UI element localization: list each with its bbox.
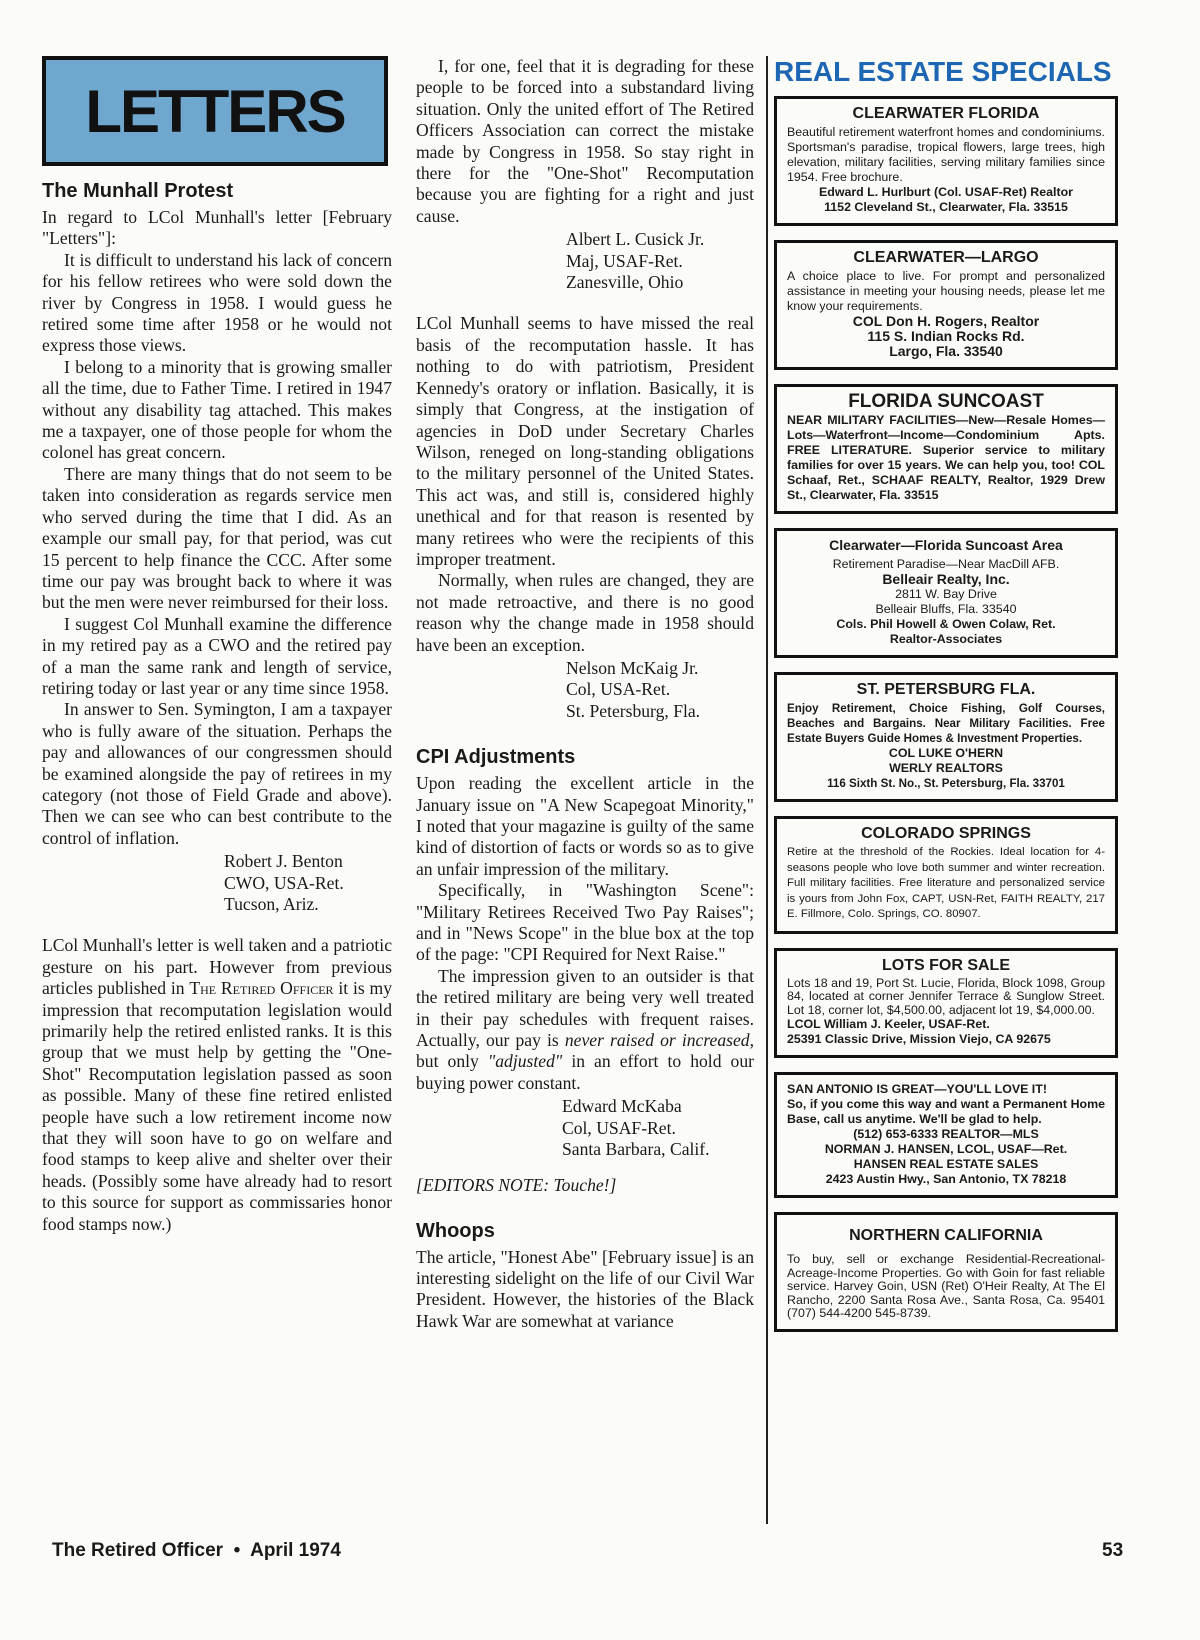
- paragraph: I belong to a minority that is growing smaller all the time, due to Father Time. I retired in 1947 without any disability tag attached. This makes me a taxpayer, one of those people for whom the colonel has great concern.: [42, 356, 392, 463]
- paragraph: LCol Munhall seems to have missed the real basis of the recomputation hassle. It has nothing to do with patriotism, President Kennedy's oratory or inflation. Basically, it is simply that Congress, at the instigation of agencies in DoD under Secretary Charles Wilson, reneged on long-standing obligations to the military personnel of the United States. This act was, and still is, considered highly unethical and for that reason is resented by many retirees who were the recipients of this improper treatment.: [416, 313, 754, 569]
- paragraph: There are many things that do not seem to be taken into consideration as regards service men who served during the time that I did. As an example our small pay, for that period, was cut 15 percent to help finance the CCC. After some time our pay was brought back to where it was but the men were never reimbursed for their loss.: [42, 463, 392, 613]
- paragraph: I, for one, feel that it is degrading for these people to be forced into a substandard living situation. Only the united effort of The Retired Officers Association can correct the mistake made by Congress in 1958. So stay right in there for the "One-Shot" Recomputation because you are fighting for a right and just cause.: [416, 56, 754, 226]
- paragraph: Normally, when rules are changed, they are not made retroactive, and there is no good reason why the change made in 1958 should have been an exception.: [416, 570, 754, 655]
- ad-clearwater-largo: CLEARWATER—LARGO A choice place to live. For prompt and personalized assistance in meeting your housing needs, please let me know your requirements. COL Don H. Rogers, Realtor 115 S. Indian Rocks Rd. Largo, Fla. 33540: [774, 240, 1118, 370]
- paragraph: The article, "Honest Abe" [February issue] is an interesting sidelight on the life of our Civil War President. However, the histories of the Black Hawk War are somewhat at variance: [416, 1246, 754, 1331]
- ad-florida-suncoast: FLORIDA SUNCOAST NEAR MILITARY FACILITIES—New—Resale Homes—Lots—Waterfront—Income—Condominium Apts. FREE LITERATURE. Superior service to military families for over 15 years. We can help you, too! COL Schaaf, Ret., SCHAAF REALTY, Realtor, 1929 Drew St., Clearwater, Fla. 33515: [774, 384, 1118, 514]
- section-heading-munhall: The Munhall Protest: [42, 180, 234, 202]
- real-estate-title: REAL ESTATE SPECIALS: [774, 56, 1112, 87]
- column-left: [42, 56, 392, 1235]
- page-number: 53: [1102, 1540, 1124, 1561]
- paragraph: I suggest Col Munhall examine the difference in my retired pay as a CWO and the retired pay of a man the same rank and length of service, retiring today or last year or any time since 1958.: [42, 613, 392, 698]
- paragraph: It is difficult to understand his lack of concern for his fellow retirees who were sold down the river by Congress in 1958. I would guess he retired some time after 1958 or he would not express those views.: [42, 249, 392, 356]
- section-heading-cpi: CPI Adjustments: [416, 746, 576, 769]
- ad-colorado-springs: COLORADO SPRINGS Retire at the threshold of the Rockies. Ideal location for 4-seasons people who love both summer and winter recreation. Full military facilities. Free literature and personalized service is yours from John Fox, CAPT, USN-Ret, FAITH REALTY, 217 E. Fillmore, Colo. Springs, CO. 80907.: [774, 816, 1118, 934]
- signature-mckaig: Nelson McKaig Jr. Col, USA-Ret. St. Petersburg, Fla.: [566, 657, 701, 721]
- paragraph: The impression given to an outsider is that the retired military are being very well treated in their pay schedules with frequent raises. Actually, our pay is never raised or increased, but only "adjusted" in an effort to hold our buying power constant.: [416, 965, 754, 1093]
- ad-st-petersburg: ST. PETERSBURG FLA. Enjoy Retirement, Choice Fishing, Golf Courses, Beaches and Bargains. Near Military Facilities. Free Estate Buyers Guide Homes & Investment Properties. COL LUKE O'HERN WERLY REALTORS 116 Sixth St. No., St. Petersburg, Fla. 33701: [774, 672, 1118, 802]
- signature-mckaba: Edward McKaba Col, USAF-Ret. Santa Barbara, Calif.: [562, 1096, 710, 1160]
- column-real-estate: [774, 56, 1118, 1346]
- paragraph: In regard to LCol Munhall's letter [February "Letters"]:: [42, 207, 392, 249]
- signature-cusick: Albert L. Cusick Jr. Maj, USAF-Ret. Zanesville, Ohio: [566, 229, 705, 293]
- editor-note: [EDITORS NOTE: Touche!]: [416, 1174, 617, 1195]
- signature-benton: Robert J. Benton CWO, USA-Ret. Tucson, Ariz.: [224, 851, 344, 914]
- ad-belleair-realty: Clearwater—Florida Suncoast Area Retirement Paradise—Near MacDill AFB. Belleair Realty, Inc. 2811 W. Bay Drive Belleair Bluffs, Fla. 33540 Cols. Phil Howell & Owen Colaw, Ret. Realtor-Associates: [774, 528, 1118, 658]
- paragraph: LCol Munhall's letter is well taken and a patriotic gesture on his part. However from previous articles published in The Retired Officer it is my impression that recomputation legislation would primarily help the retired enlisted ranks. It is this group that we must help by getting the "One-Shot" Recomputation legislation passed as soon as possible. Many of these fine retired enlisted people have such a low retirement income now that they will soon have to go on welfare and food stamps to keep alive and shelter over their heads. (Possibly some have already had to resort to this source for support as commissaries honor food stamps now.): [42, 935, 393, 1234]
- letters-logo: LETTERS: [42, 56, 388, 166]
- paragraph: Specifically, in "Washington Scene": "Military Retirees Received Two Pay Raises"; and in "News Scope" in the blue box at the top of the page: "CPI Required for Next Raise.": [416, 880, 754, 965]
- column-middle: [416, 56, 754, 1332]
- ad-clearwater-florida: CLEARWATER FLORIDA Beautiful retirement waterfront homes and condominiums. Sportsman's paradise, tropical flowers, large trees, high elevation, military facilities, serving military families since 1954. Free brochure. Edward L. Hurlburt (Col. USAF-Ret) Realtor 1152 Cleveland St., Clearwater, Fla. 33515: [774, 96, 1118, 226]
- ad-northern-california: NORTHERN CALIFORNIA To buy, sell or exchange Residential-Recreational-Acreage-Income Properties. Go with Goin for fast reliable service. Harvey Goin, USN (Ret) O'Heir Realty, At The El Rancho, 2200 Santa Rosa Ave., Santa Rosa, Ca. 95401 (707) 544-4200 545-8739.: [774, 1212, 1118, 1332]
- paragraph: Upon reading the excellent article in the January issue on "A New Scapegoat Minority," I noted that your magazine is guilty of the same kind of distortion of facts or words so as to give an unfair impression of the military.: [416, 773, 754, 879]
- ad-lots-for-sale: LOTS FOR SALE Lots 18 and 19, Port St. Lucie, Florida, Block 1098, Group 84, located at corner Jennifer Terrace & Sunglow Street. Lot 18, corner lot, $4,500.00, adjacent lot 19, $4,000.00. LCOL William J. Keeler, USAF-Ret. 25391 Classic Drive, Mission Viejo, CA 92675: [774, 948, 1118, 1059]
- ad-san-antonio: SAN ANTONIO IS GREAT—YOU'LL LOVE IT! So, if you come this way and want a Permanent Home Base, call us anytime. We'll be glad to help. (512) 653-6333 REALTOR—MLS NORMAN J. HANSEN, LCOL, USAF—Ret. HANSEN REAL ESTATE SALES 2423 Austin Hwy., San Antonio, TX 78218: [774, 1072, 1118, 1198]
- section-heading-whoops: Whoops: [416, 1219, 495, 1242]
- paragraph: In answer to Sen. Symington, I am a taxpayer who is fully aware of the situation. Perhaps the pay and allowances of our congressmen should be examined alongside the pay of retirees in my category (not those of Field Grade and above). Then we can see who can best contribute to the control of inflation.: [42, 699, 392, 848]
- column-divider: [766, 56, 768, 1524]
- footer-publication: The Retired Officer • April 1974: [52, 1540, 341, 1561]
